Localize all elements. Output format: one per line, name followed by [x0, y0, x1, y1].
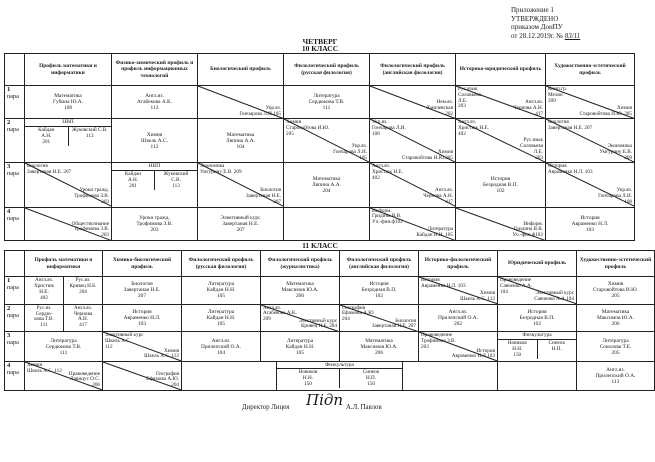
lesson-text: Англ.яз. Агабекова А.К. 113 — [137, 93, 172, 112]
header-7: Юридический профиль — [498, 251, 577, 277]
lesson-text: Литература Соколова Т.Е. 205 — [599, 337, 632, 356]
lesson-lower: Литература Кайдан Н.Н. 105 — [416, 226, 453, 239]
lesson-cell — [261, 332, 340, 362]
lesson-cell — [370, 163, 456, 207]
lesson-cell — [577, 304, 655, 332]
approval-line-1: Приложение 1 — [511, 6, 554, 14]
split-lesson — [25, 277, 102, 304]
lesson-row — [5, 277, 655, 305]
lesson-cell — [103, 304, 182, 332]
lesson-text: Химия Старовойтова И.Ю. 205 — [592, 281, 639, 300]
pair-label: 3 пара — [5, 332, 25, 362]
lesson-upper: Элективный курс Шкель А.С. 112 — [105, 332, 144, 350]
lesson-cell — [546, 119, 635, 163]
lesson-row — [5, 119, 635, 163]
lesson-cell — [198, 86, 284, 119]
lesson-text: Математика Губина Ю.А. 108 — [53, 93, 83, 112]
lesson-lower: Информ. Гридина В.В. Уч.-фин.ф102 — [512, 220, 543, 239]
lesson-text: Англ.яз. Прилепский О.А. 104 — [200, 337, 242, 356]
lesson-cell — [284, 86, 370, 119]
lesson-right: Рус.яз. Кривец Н.Б. 204 — [63, 277, 102, 304]
lesson-upper: Биология Завертаная Н.Е. 207 — [548, 119, 593, 132]
pair-label: 4 пара — [5, 207, 25, 240]
lesson-row — [5, 362, 655, 391]
lesson-cell — [25, 304, 103, 332]
lesson-upper: Рус.язык Соловьева Л.Е. 203 — [458, 86, 481, 110]
lesson-cell — [340, 277, 419, 305]
lesson-cell — [456, 163, 546, 207]
lesson-text: История Авраменко Н.Л. 103 — [123, 308, 161, 327]
lesson-text: Англ.яз. Прилепский О.А. 113 — [595, 367, 636, 386]
header-2: Физико-химический профиль и профиль информационных технологий — [112, 54, 198, 86]
lesson-lower: Укр.яз. Гончарова Л.И. 105 — [333, 143, 367, 161]
lesson-title: НВП — [25, 119, 111, 127]
lesson-cell — [498, 277, 577, 305]
director-signature: Підп — [306, 391, 344, 409]
lesson-cell — [456, 119, 546, 163]
lesson-lower: Биология Завертаная Н.Е. 207 — [245, 187, 281, 205]
lesson-row — [5, 163, 635, 207]
lesson-lower: Элективный курс Кривец Н.Б. 204 — [298, 317, 337, 330]
lesson-right: Синеок Н.П. — [537, 340, 577, 359]
lesson-lower: Химия Старовойтова И.Ю. 205 — [579, 104, 632, 117]
header-corner — [5, 54, 25, 86]
lesson-text: Математика Ляпина А.А. 204 — [311, 176, 341, 195]
grade11-title: 11 КЛАСС — [302, 241, 338, 250]
lesson-cell — [261, 304, 340, 332]
lesson-lower: Экономика Умгурину Е.В. 209 — [599, 143, 632, 161]
lesson-text: Математика Максимов Ю.А. 206 — [360, 337, 398, 356]
lesson-upper: Укр.яз. Гончарова Л.И. 108 — [372, 119, 406, 137]
lesson-cell — [25, 119, 112, 163]
lesson-cell — [25, 86, 112, 119]
lesson-right: Жуковский С.В. 113 — [68, 127, 112, 146]
pe-title: Физкультура — [277, 362, 402, 369]
lesson-cell — [103, 362, 182, 391]
lesson-lower: Англ.яз. Чернова А.Н. 417 — [423, 187, 453, 205]
pe-box — [276, 362, 403, 390]
director-name: А.Л. Павлов — [346, 404, 382, 411]
grade10-title: 10 КЛАСС — [301, 44, 339, 53]
lesson-right: Жуковский С.В. 113 — [154, 171, 197, 190]
lesson-lower: Химия Старовойтова И.Ю.205 — [401, 148, 453, 161]
lesson-left: Кайдан А.Н. 201 — [124, 171, 142, 190]
grade10-schedule-table — [4, 53, 635, 241]
lesson-text: Литература Сердюкова Т.В. 111 — [45, 337, 82, 356]
lesson-cell — [370, 86, 456, 119]
lesson-cell — [198, 163, 284, 207]
lesson-upper: География Ефимова А.Ю. 204 — [342, 304, 375, 323]
lesson-text: Химия Шкель А.С. 112 — [141, 131, 168, 150]
lesson-cell — [25, 163, 112, 207]
split-lesson — [498, 340, 576, 359]
header-3: Биологический профиль — [198, 54, 284, 86]
lesson-cell — [340, 332, 419, 362]
director-position: Директор Лицея — [242, 404, 290, 411]
header-4: Филологический профиль (русская филология) — [284, 54, 370, 86]
pe-spacer — [182, 362, 276, 390]
split-lesson — [112, 171, 197, 190]
lesson-row — [5, 332, 655, 362]
lesson-text: История Безродная В.П. 102 — [361, 281, 397, 300]
header-5: Филологический профиль (английская филология) — [370, 54, 456, 86]
lesson-text: Литература Кайдан Н.Н. 105 — [285, 337, 315, 356]
pe-left: Новиков Н.Н. 150 — [298, 369, 318, 387]
header-2: Химико-биологический профиль — [103, 251, 182, 277]
lesson-upper: Англ.яз. Христюк Н.Е. 402 — [372, 163, 403, 182]
approval-stamp — [511, 6, 580, 40]
lesson-text: Литература Кайдан Н.Н. 105 — [206, 308, 236, 327]
lesson-text: Биология Завертаная Н.Е. 207 — [123, 281, 161, 300]
lesson-cell — [182, 304, 261, 332]
lesson-upper: Англ.яз. Агабекова А.К. 209 — [263, 304, 297, 323]
lesson-row — [5, 304, 655, 332]
lesson-lower: Укр.яз. Гончарова Л.И. 108 — [598, 187, 632, 205]
lesson-cell — [284, 163, 370, 207]
lesson-text: Элективный курс Завертаная Н.Е. 207 — [220, 214, 261, 233]
pair-label: 3 пара — [5, 163, 25, 207]
lesson-lower: Обществознание Трофимова З.В. 203 — [71, 220, 109, 239]
lesson-text: История Авраменко Н.Л. 103 — [571, 214, 609, 233]
lesson-lower: Химия Шкель А.С. 112 — [460, 290, 495, 302]
lesson-lower: Биология Завертаная Н.Е. 207 — [371, 317, 416, 330]
order-number: 83/11 — [564, 31, 581, 40]
lesson-cell — [456, 86, 546, 119]
lesson-cell — [198, 207, 284, 240]
approval-line-4: от 28.12.2019г. № 83/11 — [511, 31, 581, 40]
lesson-cell — [419, 277, 498, 305]
lesson-cell — [25, 332, 103, 362]
lesson-text: Литература Кайдан Н.Н. 105 — [206, 281, 236, 300]
lesson-text: Уроки гражд. Трофимова З.В. 203 — [136, 214, 173, 233]
lesson-cell — [546, 86, 635, 119]
lesson-lower: Элективный курс Савченко А.А.104 — [534, 290, 574, 302]
day-title: ЧЕТВЕРГ — [302, 37, 338, 46]
lesson-cell — [198, 119, 284, 163]
lesson-cell — [25, 207, 112, 240]
lesson-cell — [498, 304, 577, 332]
lesson-lower: Нем.яз. Хмилевская 202 — [426, 99, 453, 117]
pair-label: 1 пара — [5, 86, 25, 119]
lesson-left: Кайдан А.Н. 201 — [38, 127, 55, 146]
lesson-cell — [284, 207, 370, 240]
lesson-text: Англ.яз. Прилепский О.А. 202 — [437, 308, 479, 327]
pair-label: 4 пара — [5, 362, 25, 391]
lesson-upper: Экономика Умгурину Е.В. 209 — [200, 163, 242, 176]
lesson-text: Математика Ляпина А.А. 104 — [225, 131, 255, 150]
lesson-cell — [498, 332, 577, 362]
lesson-lower: Правоведение Лавицус О.С. 206 — [68, 370, 100, 389]
header-3: Филологический профиль (русская филология) — [182, 251, 261, 277]
header-6: Историко-филологический профиль — [419, 251, 498, 277]
lesson-upper: История Авраменко Н.Л. 103 — [548, 163, 593, 176]
header-1: Профиль математики и информатики — [25, 251, 103, 277]
lesson-cell — [182, 277, 261, 305]
lesson-row — [5, 86, 635, 119]
lesson-cell — [577, 277, 655, 305]
lesson-cell — [340, 304, 419, 332]
lesson-lower: Рус.язык Соловьева Л.Е. 203 — [520, 137, 543, 161]
lesson-text — [498, 362, 576, 390]
lesson-lower: История Авраменко Н.Л.103 — [451, 347, 495, 360]
lesson-cell — [103, 277, 182, 305]
lesson-text: История Безродная В.П. 102 — [483, 176, 518, 195]
lesson-upper: Информ. Гридина В.В. Уч.-фин.ф102 — [372, 207, 403, 226]
lesson-cell — [25, 362, 103, 391]
lesson-lower: Укр.яз. Гончарова Л.И.105 — [239, 104, 281, 117]
pair-label: 1 пара — [5, 277, 25, 305]
pair-label: 2 пара — [5, 119, 25, 163]
lesson-upper: Химия Шкель А.С. 112 — [27, 362, 62, 374]
lesson-text: Литература Сердюкова Т.В. 111 — [308, 93, 345, 112]
header-8: Художественно-эстетический профиль — [577, 251, 655, 277]
lesson-title: Физкультура — [498, 332, 576, 340]
lesson-left: Новиков Н.Н. 150 — [507, 340, 527, 359]
lesson-cell — [284, 119, 370, 163]
lesson-cell — [370, 119, 456, 163]
pe-split — [277, 369, 402, 388]
lesson-right: Англ.яз. Чернова А.Н. 417 — [63, 305, 102, 332]
lesson-cell — [577, 362, 655, 391]
pair-label: 2 пара — [5, 304, 25, 332]
pe-spacer — [403, 362, 497, 390]
lesson-lower: Англ.яз. Чернова А.Н. 417 — [513, 99, 543, 117]
lesson-lower: Уроки гражд. Трофимова З.В. 203 — [74, 187, 109, 205]
lesson-cell — [419, 304, 498, 332]
lesson-text: Математика Максимов Ю.А. 206 — [281, 281, 319, 300]
lesson-cell — [419, 332, 498, 362]
lesson-upper: Биология Завертаная Н.Е. 207 — [27, 163, 72, 176]
split-lesson — [25, 305, 102, 332]
lesson-lower: География Ефимова А.Ю. 204 — [146, 370, 179, 389]
lesson-row — [5, 207, 635, 240]
lesson-upper: Правоведение Трофимова З.В. 203 — [421, 332, 456, 350]
lesson-cell — [112, 86, 198, 119]
lesson-cell — [112, 207, 198, 240]
header-corner — [5, 251, 25, 277]
header-7: Художественно-эстетический профиль — [546, 54, 635, 86]
lesson-text: Математика Максимов Ю.А. 206 — [596, 308, 635, 327]
approval-line-2: УТВЕРЖДЕНО — [511, 14, 559, 23]
lesson-cell — [577, 332, 655, 362]
lesson-text: История Безродная В.П. 102 — [519, 308, 555, 327]
lesson-cell — [546, 163, 635, 207]
lesson-upper: История Авраменко Н.Л. 103 — [421, 277, 466, 289]
lesson-lower: Химия Шкель А.С. 112 — [144, 347, 179, 360]
header-5: Филологический профиль (английская филология) — [340, 251, 419, 277]
lesson-upper: Англ.яз. Христюк Н.Е. 402 — [458, 119, 489, 137]
lesson-title: НВП — [112, 163, 197, 171]
header-4: Филологический профиль (журналистика) — [261, 251, 340, 277]
pe-block — [182, 362, 497, 390]
pe-cell — [182, 362, 498, 391]
lesson-cell — [103, 332, 182, 362]
grade11-schedule-table — [4, 250, 655, 391]
lesson-cell — [182, 332, 261, 362]
lesson-cell — [112, 119, 198, 163]
lesson-cell — [456, 207, 546, 240]
lesson-left: Англ.яз. Христюк Н.Е. 402 — [33, 277, 55, 301]
header-1: Профиль математики и информатики — [25, 54, 112, 86]
lesson-cell — [370, 207, 456, 240]
lesson-cell — [261, 277, 340, 305]
lesson-upper: Химия Старовойтова И.Ю. 205 — [286, 119, 330, 137]
lesson-left: Рус.яз. Сердю- кова Т.В. 111 — [34, 304, 54, 329]
pe-right: Синеок Н.П. 150 — [339, 369, 402, 388]
lesson-cell — [498, 362, 577, 391]
lesson-cell — [546, 207, 635, 240]
lesson-upper: Комп.гр. Мелюс 209 — [548, 86, 568, 104]
header-6: Историко-юридический профиль — [456, 54, 546, 86]
approval-line-3: приказом ДонПУ — [511, 23, 563, 32]
split-lesson — [25, 127, 111, 146]
lesson-upper: Правоведение Савченко А.А. 104 — [500, 277, 532, 295]
lesson-text — [284, 208, 369, 240]
lesson-cell — [112, 163, 198, 207]
lesson-cell — [25, 277, 103, 305]
